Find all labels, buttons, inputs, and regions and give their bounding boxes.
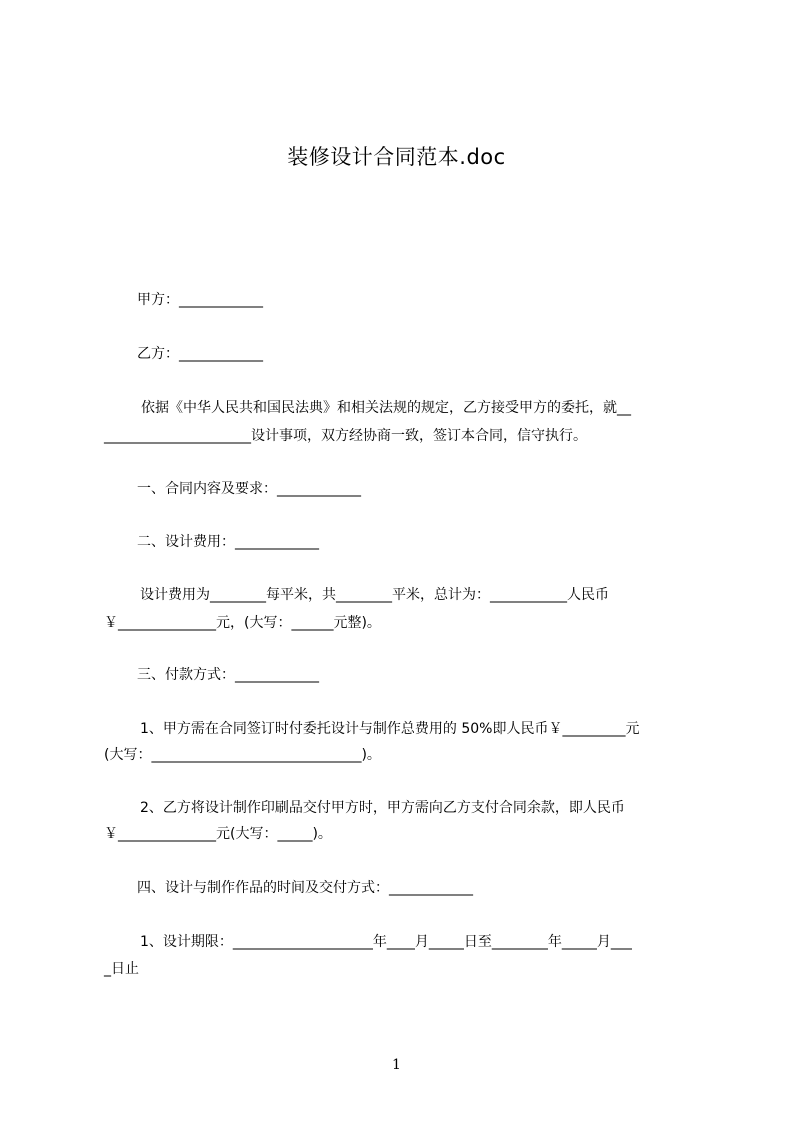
section-2-heading: 二、设计费用：____________ — [137, 534, 319, 550]
payment-1-line-1: 1、甲方需在合同签订时付委托设计与制作总费用的 50%即人民币￥_________元 — [140, 721, 640, 737]
section-1-heading: 一、合同内容及要求：____________ — [137, 481, 361, 497]
fee-line-1: 设计费用为________每平米，共________平米，总计为：___________人民币 — [140, 587, 609, 603]
party-a-line: 甲方：____________ — [137, 292, 263, 308]
document-title: 装修设计合同范本.doc — [287, 145, 506, 169]
section-3-heading: 三、付款方式：____________ — [137, 667, 319, 683]
payment-1-line-2: (大写：______________________________)。 — [104, 747, 381, 763]
design-period-line-2: _日止 — [104, 961, 139, 977]
section-4-heading: 四、设计与制作作品的时间及交付方式：____________ — [137, 880, 473, 896]
preamble-line-1: 依据《中华人民共和国民法典》和相关法规的规定，乙方接受甲方的委托，就__ — [141, 400, 631, 416]
party-b-line: 乙方：____________ — [137, 346, 263, 362]
payment-2-line-2: ￥______________元(大写：_____)。 — [104, 826, 332, 842]
preamble-line-2: _____________________设计事项，双方经协商一致，签订本合同，信守执行。 — [104, 428, 587, 444]
page-number: 1 — [392, 1057, 401, 1073]
payment-2-line-1: 2、乙方将设计制作印刷品交付甲方时，甲方需向乙方支付合同余款，即人民币 — [140, 800, 625, 816]
fee-line-2: ￥______________元，(大写：______元整)。 — [104, 615, 381, 631]
design-period-line-1: 1、设计期限：____________________年____月_____日至________年_____月___ — [140, 934, 632, 950]
